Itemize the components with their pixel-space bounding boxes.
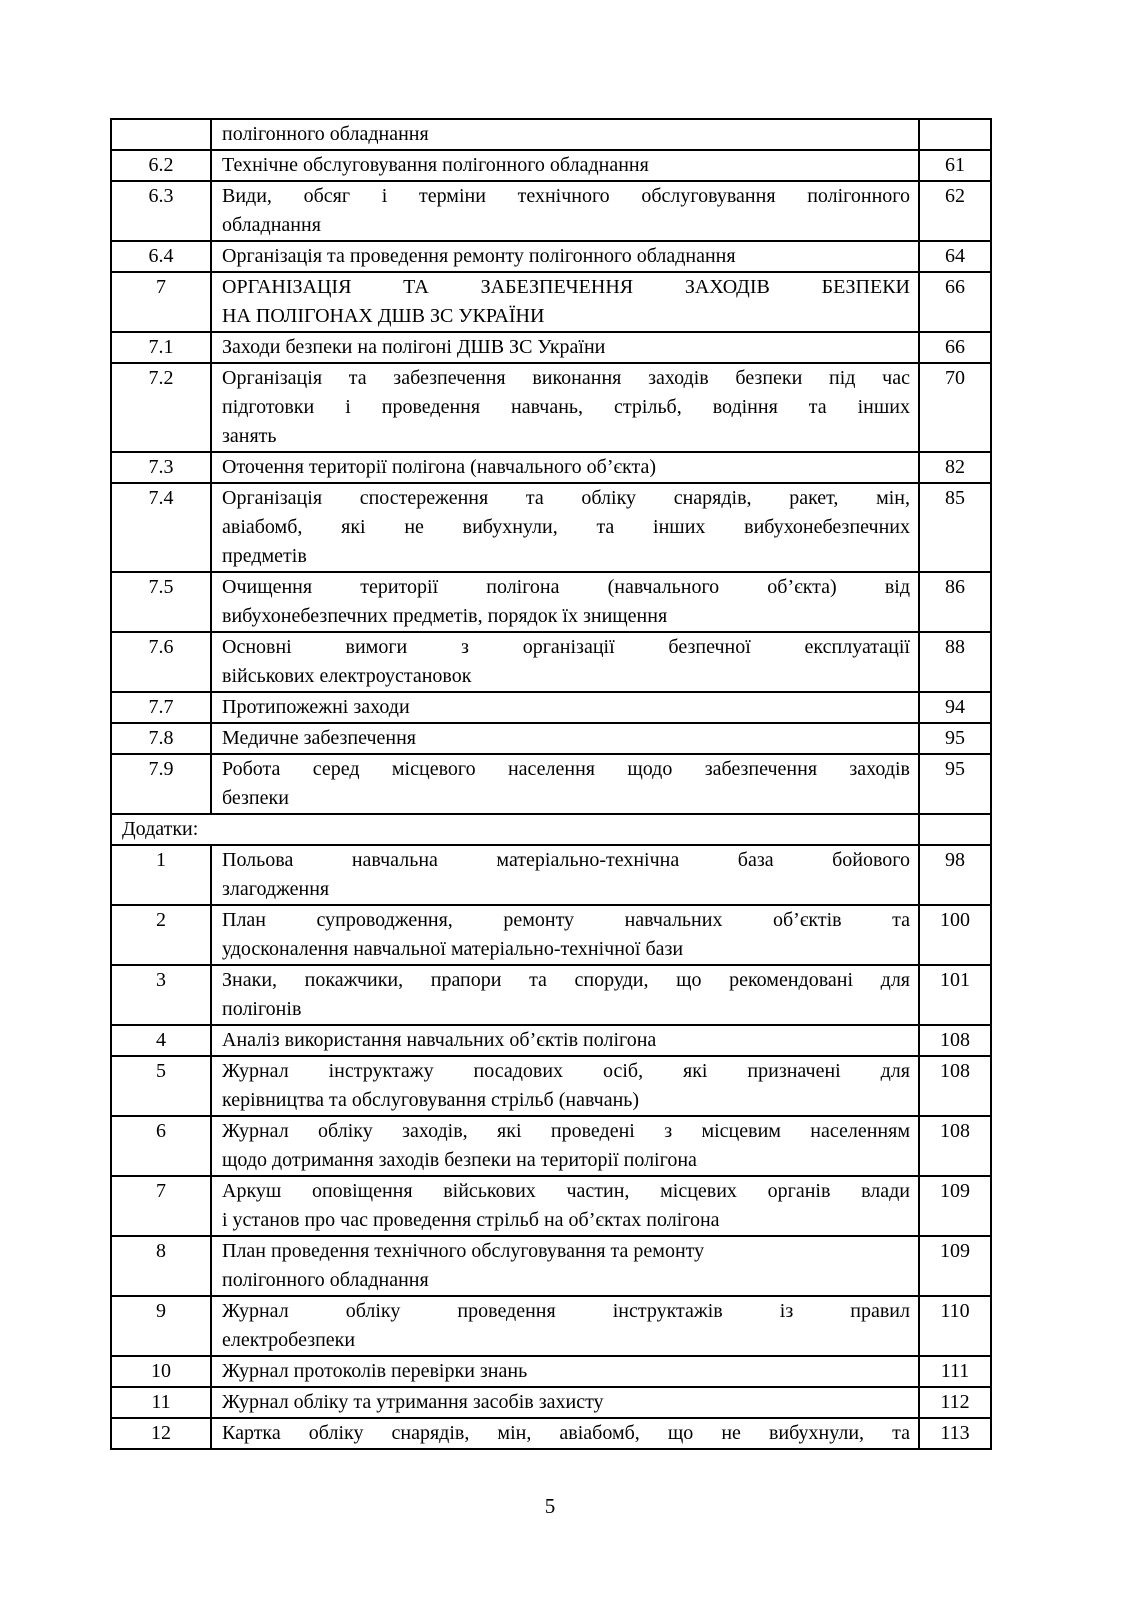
table-row	[111, 965, 991, 1025]
row-page: 62	[919, 181, 991, 241]
row-number: 7.5	[111, 572, 211, 632]
row-page: 64	[919, 241, 991, 272]
row-title	[211, 1176, 919, 1236]
title-line: Аркуш оповіщення військових частин, місцевих органів влади	[222, 1180, 910, 1202]
table-row	[111, 845, 991, 905]
table-row	[111, 150, 991, 181]
row-page: 61	[919, 150, 991, 181]
row-number: 7.7	[111, 692, 211, 723]
page-number: 5	[544, 1494, 556, 1518]
table-row	[111, 181, 991, 241]
row-title	[211, 1116, 919, 1176]
row-number: 10	[111, 1356, 211, 1387]
table-row	[111, 692, 991, 723]
toc-table-body	[111, 119, 991, 1449]
row-title	[211, 572, 919, 632]
title-line: Протипожежні заходи	[222, 696, 410, 718]
row-title	[211, 965, 919, 1025]
title-line: План супроводження, ремонту навчальних об’єктів та	[222, 909, 910, 931]
row-title	[211, 692, 919, 723]
row-number: 6.4	[111, 241, 211, 272]
row-title	[211, 905, 919, 965]
row-number: 1	[111, 845, 211, 905]
table-row	[111, 1387, 991, 1418]
title-line: керівництва та обслуговування стрільб (навчань)	[222, 1089, 640, 1111]
row-page: 108	[919, 1116, 991, 1176]
row-number: 6.3	[111, 181, 211, 241]
title-line: безпеки	[222, 787, 289, 809]
row-page: 108	[919, 1056, 991, 1116]
row-title	[211, 363, 919, 452]
row-title	[211, 332, 919, 363]
row-number	[111, 119, 211, 150]
row-page: 100	[919, 905, 991, 965]
title-line: предметів	[222, 545, 307, 567]
table-row	[111, 632, 991, 692]
title-line: Аналіз використання навчальних об’єктів полігона	[222, 1029, 657, 1051]
title-line: занять	[222, 425, 277, 447]
row-title	[211, 483, 919, 572]
row-number: 7	[111, 1176, 211, 1236]
title-line: Медичне забезпечення	[222, 727, 416, 749]
row-number: 9	[111, 1296, 211, 1356]
row-title	[211, 241, 919, 272]
title-line: Робота серед місцевого населення щодо забезпечення заходів	[222, 758, 910, 780]
title-line: підготовки і проведення навчань, стрільб, водіння та інших	[222, 396, 910, 418]
table-row	[111, 572, 991, 632]
row-title	[211, 1236, 919, 1296]
row-title	[211, 119, 919, 150]
row-title	[211, 632, 919, 692]
row-number: 7.2	[111, 363, 211, 452]
row-number: 8	[111, 1236, 211, 1296]
table-row	[111, 1176, 991, 1236]
row-number: 7.8	[111, 723, 211, 754]
title-line: авіабомб, які не вибухнули, та інших вибухонебезпечних	[222, 516, 910, 538]
row-page: 95	[919, 754, 991, 814]
row-page: 95	[919, 723, 991, 754]
row-title	[111, 814, 919, 845]
table-row	[111, 723, 991, 754]
row-title	[211, 754, 919, 814]
table-row	[111, 272, 991, 332]
table-row	[111, 1236, 991, 1296]
row-page: 66	[919, 272, 991, 332]
title-line: полігонів	[222, 998, 302, 1020]
table-row	[111, 1025, 991, 1056]
title-line: Польова навчальна матеріально-технічна база бойового	[222, 849, 910, 871]
row-title	[211, 1387, 919, 1418]
title-line: і установ про час проведення стрільб на об’єктах полігона	[222, 1209, 720, 1231]
title-line: полігонного обладнання	[222, 123, 429, 145]
row-title	[211, 272, 919, 332]
table-row	[111, 1116, 991, 1176]
title-line: Додатки:	[122, 818, 199, 840]
row-number: 11	[111, 1387, 211, 1418]
title-line: Журнал обліку та утримання засобів захисту	[222, 1391, 604, 1413]
row-number: 7.9	[111, 754, 211, 814]
row-title	[211, 150, 919, 181]
row-page: 85	[919, 483, 991, 572]
row-title	[211, 1356, 919, 1387]
title-line: Організація та проведення ремонту полігонного обладнання	[222, 245, 736, 267]
row-page: 82	[919, 452, 991, 483]
row-number: 5	[111, 1056, 211, 1116]
row-number: 7	[111, 272, 211, 332]
table-row	[111, 905, 991, 965]
row-page: 108	[919, 1025, 991, 1056]
table-row	[111, 1418, 991, 1449]
row-page: 109	[919, 1236, 991, 1296]
title-line: Журнал обліку заходів, які проведені з місцевим населенням	[222, 1120, 910, 1142]
row-title	[211, 1418, 919, 1449]
title-line: Види, обсяг і терміни технічного обслуговування полігонного	[222, 185, 910, 207]
row-page: 86	[919, 572, 991, 632]
title-line: Картка обліку снарядів, мін, авіабомб, що не вибухнули, та	[222, 1422, 910, 1444]
title-line: Організація та забезпечення виконання заходів безпеки під час	[222, 367, 910, 389]
title-line: військових електроустановок	[222, 665, 472, 687]
title-line: удосконалення навчальної матеріально-технічної бази	[222, 938, 684, 960]
row-page: 109	[919, 1176, 991, 1236]
row-title	[211, 845, 919, 905]
row-number: 7.6	[111, 632, 211, 692]
table-row	[111, 241, 991, 272]
row-title	[211, 452, 919, 483]
table-row	[111, 452, 991, 483]
title-line: обладнання	[222, 214, 321, 236]
row-number: 2	[111, 905, 211, 965]
title-line: Організація спостереження та обліку снарядів, ракет, мін,	[222, 487, 910, 509]
title-line: злагодження	[222, 878, 330, 900]
row-page: 113	[919, 1418, 991, 1449]
row-page: 98	[919, 845, 991, 905]
row-number: 6.2	[111, 150, 211, 181]
row-page: 110	[919, 1296, 991, 1356]
title-line: План проведення технічного обслуговування та ремонту	[222, 1240, 705, 1262]
row-page: 94	[919, 692, 991, 723]
title-line: Журнал обліку проведення інструктажів із правил	[222, 1300, 910, 1322]
row-page: 66	[919, 332, 991, 363]
title-line: ОРГАНІЗАЦІЯ ТА ЗАБЕЗПЕЧЕННЯ ЗАХОДІВ БЕЗПЕКИ	[222, 276, 910, 298]
row-title	[211, 723, 919, 754]
title-line: вибухонебезпечних предметів, порядок їх знищення	[222, 605, 668, 627]
table-row	[111, 1296, 991, 1356]
table-row	[111, 754, 991, 814]
row-number: 12	[111, 1418, 211, 1449]
title-line: Очищення території полігона (навчального об’єкта) від	[222, 576, 910, 598]
table-row	[111, 1056, 991, 1116]
table-row	[111, 119, 991, 150]
row-title	[211, 1296, 919, 1356]
table-row	[111, 1356, 991, 1387]
title-line: НА ПОЛІГОНАХ ДШВ ЗС УКРАЇНИ	[222, 305, 545, 327]
row-title	[211, 181, 919, 241]
row-number: 6	[111, 1116, 211, 1176]
row-number: 4	[111, 1025, 211, 1056]
row-number: 7.1	[111, 332, 211, 363]
row-page: 88	[919, 632, 991, 692]
title-line: Знаки, покажчики, прапори та споруди, що рекомендовані для	[222, 969, 910, 991]
title-line: Основні вимоги з організації безпечної експлуатації	[222, 636, 910, 658]
row-page	[919, 814, 991, 845]
title-line: Журнал інструктажу посадових осіб, які призначені для	[222, 1060, 910, 1082]
title-line: полігонного обладнання	[222, 1269, 429, 1291]
title-line: щодо дотримання заходів безпеки на території полігона	[222, 1149, 697, 1171]
title-line: електробезпеки	[222, 1329, 356, 1351]
row-number: 7.4	[111, 483, 211, 572]
title-line: Технічне обслуговування полігонного обладнання	[222, 154, 649, 176]
row-title	[211, 1025, 919, 1056]
row-page: 112	[919, 1387, 991, 1418]
row-number: 7.3	[111, 452, 211, 483]
row-page: 111	[919, 1356, 991, 1387]
title-line: Оточення території полігона (навчального об’єкта)	[222, 456, 657, 478]
row-title	[211, 1056, 919, 1116]
title-line: Заходи безпеки на полігоні ДШВ ЗС України	[222, 336, 606, 358]
row-page: 70	[919, 363, 991, 452]
row-page	[919, 119, 991, 150]
row-page: 101	[919, 965, 991, 1025]
title-line: Журнал протоколів перевірки знань	[222, 1360, 528, 1382]
toc-table	[110, 118, 992, 1450]
table-row	[111, 814, 991, 845]
row-number: 3	[111, 965, 211, 1025]
table-row	[111, 332, 991, 363]
table-row	[111, 363, 991, 452]
table-row	[111, 483, 991, 572]
